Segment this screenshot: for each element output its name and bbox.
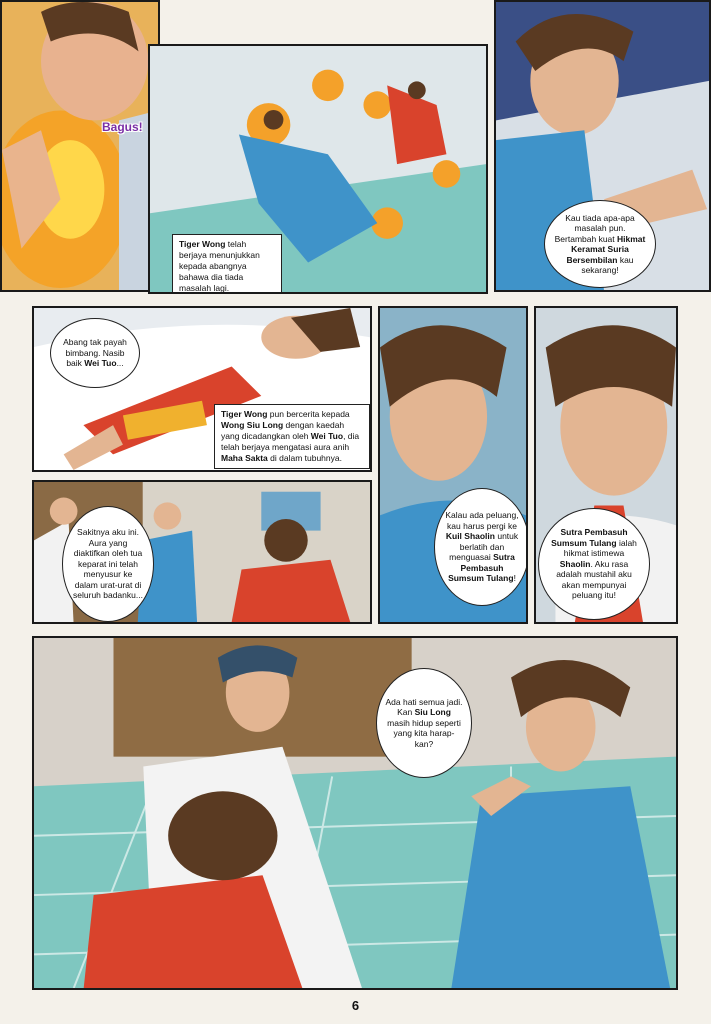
- panel-1-fire-hand: [0, 0, 160, 292]
- reunion-illustration: [34, 638, 676, 988]
- speech-bubble-shaolin-impossible: Sutra Pembasuh Sumsum Tulang ialah hikmat istimewa Shaolin. Aku rasa adalah mustahil aku akan mempunyai peluang itu!: [538, 508, 650, 620]
- panel-6-closeup-red: [534, 306, 678, 624]
- speech-bubble-aura-pain: Sakitnya aku ini. Aura yang diaktifkan oleh tua keparat ini telah menyusur ke dalam urat-urat di seluruh badanku...: [62, 506, 154, 622]
- speech-bubble-dont-worry: Abang tak payah bimbang. Nasib baik Wei Tuo...: [50, 318, 140, 388]
- page-number: 6: [351, 998, 360, 1013]
- caption-tiger-wong-story: Tiger Wong pun bercerita kepada Wong Siu Long dengan kaedah yang dicadangkan oleh Wei Tuo, dia telah berjaya mengatasi aura anih Maha Sakta di dalam tubuhnya.: [214, 404, 370, 469]
- panel-7-three-men: [32, 480, 372, 624]
- sfx-bagus: Bagus!: [102, 120, 143, 134]
- panel-8-reunion: [32, 636, 678, 990]
- caption-tiger-wong-proved: Tiger Wong telah berjaya menunjukkan kepada abangnya bahawa dia tiada masalah lagi.: [172, 234, 282, 294]
- speech-bubble-siu-long-alive: Ada hati semua jadi. Kan Siu Long masih hidup seperti yang kita harap-kan?: [376, 668, 472, 778]
- panel-3-blue-shirt-man: [494, 0, 711, 292]
- fire-hand-illustration: [2, 2, 158, 290]
- panel-4-lying-man: [32, 306, 372, 472]
- panel-5-closeup-blue: [378, 306, 528, 624]
- speech-bubble-hikmat-keramat: Kau tiada apa-apa masalah pun. Bertambah kuat Hikmat Keramat Suria Bersembilan kau sekarang!: [544, 200, 656, 288]
- panel-2-fireball-fight: [148, 44, 488, 294]
- speech-bubble-kuil-shaolin: Kalau ada peluang, kau harus pergi ke Kuil Shaolin untuk berlatih dan menguasai Sutra Pembasuh Sumsum Tulang!: [434, 488, 528, 606]
